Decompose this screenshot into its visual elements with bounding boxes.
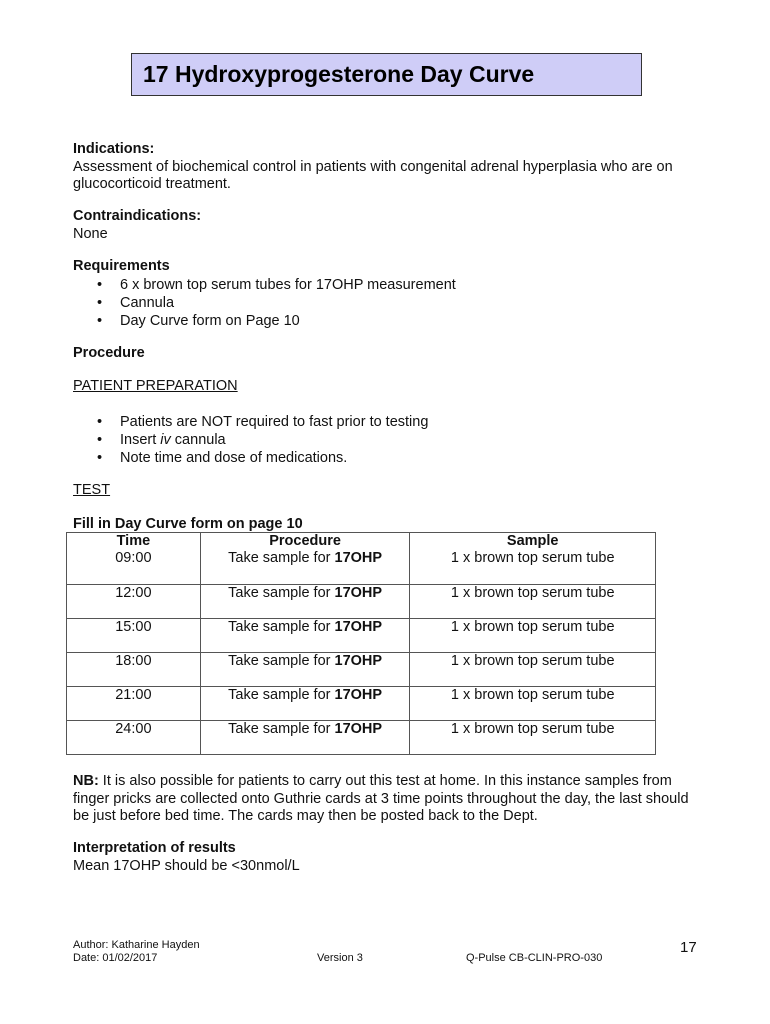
note-paragraph [73,773,703,826]
interpretation-text: Mean 17OHP should be <30nmol/L [73,857,300,874]
test-heading: TEST [73,482,111,498]
procedure-prefix: Take sample for [228,550,335,566]
contraindications-section [73,208,713,243]
list-item: • Day Curve form on Page 10 [73,312,713,330]
cell-procedure [200,550,410,585]
page-number: 17 [680,939,697,956]
list-item-emphasis: iv [160,432,171,448]
table-row [67,550,656,585]
cell-time: 12:00 [67,585,201,619]
procedure-prefix: Take sample for [228,653,335,669]
cell-time: 18:00 [67,653,201,687]
list-item: • Cannula [73,294,713,312]
footer-version: Version 3 [317,952,363,964]
footer-author: Author: Katharine Hayden [73,939,200,951]
indications-section [73,141,713,194]
procedure-prefix: Take sample for [228,687,335,703]
requirements-heading: Requirements [73,258,170,274]
requirements-list [73,276,713,330]
interpretation-section [73,840,713,875]
cell-procedure [200,653,410,687]
column-header-procedure: Procedure [200,533,410,551]
procedure-analyte: 17OHP [334,619,383,635]
list-item [73,431,713,449]
procedure-analyte: 17OHP [334,687,383,703]
cell-procedure [200,687,410,721]
cell-time: 21:00 [67,687,201,721]
table-row [67,585,656,619]
cell-time: 09:00 [67,550,201,585]
indications-text: Assessment of biochemical control in patients with congenital adrenal hyperplasia who are on glucocorticoid treatment. [73,158,673,192]
note-text: It is also possible for patients to carry out this test at home. In this instance samples from finger pricks are collected onto Guthrie cards at 3 time points throughout the day, the last should be just before bed time. The cards may then be posted back to the Dept. [73,773,689,824]
table-row [67,721,656,755]
cell-time: 24:00 [67,721,201,755]
procedure-analyte: 17OHP [334,653,383,669]
cell-sample: 1 x brown top serum tube [410,721,656,755]
list-item: • Patients are NOT required to fast prior to testing [73,413,713,431]
column-header-time: Time [67,533,201,551]
cell-procedure [200,585,410,619]
table-row [67,619,656,653]
table-row [67,687,656,721]
list-item-text: Insert [120,432,161,448]
column-header-sample: Sample [410,533,656,551]
procedure-analyte: 17OHP [334,550,383,566]
contraindications-text: None [73,225,108,242]
cell-sample: 1 x brown top serum tube [410,687,656,721]
patient-preparation-section [73,413,713,467]
procedure-analyte: 17OHP [334,585,383,601]
table-caption: Fill in Day Curve form on page 10 [73,516,303,532]
indications-heading: Indications: [73,141,155,157]
title-box [131,53,642,96]
footer-date: Date: 01/02/2017 [73,952,158,964]
cell-procedure [200,619,410,653]
cell-sample: 1 x brown top serum tube [410,550,656,585]
table-header-row [67,533,656,551]
interpretation-heading: Interpretation of results [73,840,236,856]
procedure-heading: Procedure [73,345,145,361]
list-item-text: cannula [170,432,226,448]
cell-sample: 1 x brown top serum tube [410,585,656,619]
procedure-prefix: Take sample for [228,721,335,737]
cell-procedure [200,721,410,755]
list-item: • 6 x brown top serum tubes for 17OHP measurement [73,276,713,294]
list-item: • Note time and dose of medications. [73,449,713,467]
contraindications-heading: Contraindications: [73,208,202,224]
procedure-analyte: 17OHP [334,721,383,737]
cell-time: 15:00 [67,619,201,653]
table-row [67,653,656,687]
note-label: NB: [73,773,99,789]
footer-qpulse: Q-Pulse CB-CLIN-PRO-030 [466,952,603,964]
procedure-prefix: Take sample for [228,619,335,635]
cell-sample: 1 x brown top serum tube [410,619,656,653]
procedure-prefix: Take sample for [228,585,335,601]
page-title: 17 Hydroxyprogesterone Day Curve [143,61,535,87]
day-curve-table [66,532,656,755]
cell-sample: 1 x brown top serum tube [410,653,656,687]
patient-preparation-list [73,413,713,467]
patient-preparation-heading: PATIENT PREPARATION [73,378,238,394]
requirements-section [73,258,713,330]
